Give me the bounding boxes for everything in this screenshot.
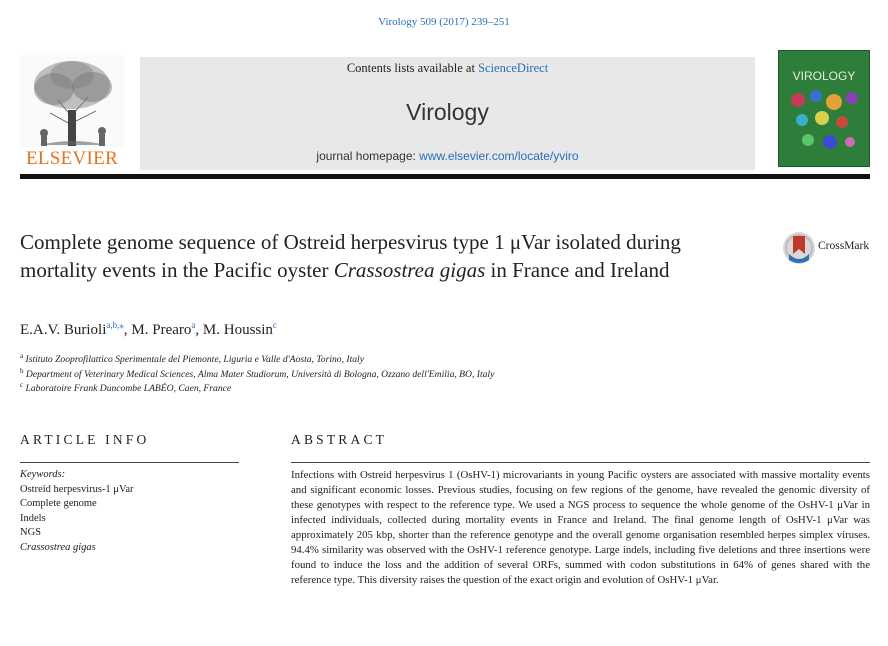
homepage-link[interactable]: www.elsevier.com/locate/yviro xyxy=(419,149,579,163)
keyword-item[interactable]: Ostreid herpesvirus-1 μVar xyxy=(20,483,134,495)
homepage-prefix: journal homepage: xyxy=(316,149,420,163)
author-name[interactable]: M. Prearo xyxy=(131,322,192,338)
author-affiliation-marker[interactable]: a,b, xyxy=(106,320,120,330)
article-info-heading: ARTICLE INFO xyxy=(20,432,150,447)
article-info-divider xyxy=(20,462,239,463)
author-name[interactable]: E.A.V. Burioli xyxy=(20,322,107,338)
affiliation-item xyxy=(20,382,494,397)
author-list xyxy=(20,322,277,339)
journal-name: Virology xyxy=(406,99,489,125)
keywords-block xyxy=(20,468,134,555)
affiliation-list xyxy=(20,353,494,397)
contents-prefix: Contents lists available at xyxy=(346,61,479,75)
keyword-item[interactable]: Complete genome xyxy=(20,498,97,509)
author-separator: , xyxy=(123,322,132,338)
journal-citation[interactable] xyxy=(0,16,888,28)
author-affiliation-marker[interactable]: c xyxy=(272,320,277,330)
keyword-item[interactable]: Crassostrea gigas xyxy=(20,541,96,553)
journal-masthead xyxy=(140,57,755,170)
author-affiliation-marker[interactable]: a xyxy=(191,320,196,330)
affiliation-text: Department of Veterinary Medical Sciences, Alma Mater Studiorum, Università di Bologna, Ozzano dell'Emilia, BO, Italy xyxy=(25,368,495,380)
abstract-text: Infections with Ostreid herpesvirus 1 (OsHV-1) microvariants in young Pacific oysters are associated with massive mortality events and significant economic losses. Previous studies, focusing on few regions of the genome, have revealed the genomic diversity of these genotypes with respect to the reference type. We used a NGS process to sequence the whole genome of the OsHV-1 μVar in infected individuals, collected during mortality events in France and Ireland. The final genome length of OsHV-1 μVar was approximately 205 kbp, shorter than the reference genotype and the overall genome organisation resembled herpes simplex viruses. 94.4% similarity was observed with the OsHV-1 reference genotype. Large indels, including five deletions and three insertions were found to induce the loss and the addition of several ORFs, summed with codon substitutions in 64% of genes shared with the reference type. This diversity raises the question of the exact origin and evolution of OsHV-1 μVar. xyxy=(291,469,870,586)
affiliation-marker: c xyxy=(20,380,24,389)
keyword-item[interactable]: NGS xyxy=(20,527,42,538)
journal-cover-image[interactable] xyxy=(778,50,870,167)
title-part-2: in France and Ireland xyxy=(485,258,670,282)
author-separator: , xyxy=(195,322,203,338)
abstract-divider xyxy=(291,462,870,463)
cover-title: VIROLOGY xyxy=(792,69,856,83)
corresponding-author-marker[interactable]: ⁎ xyxy=(119,320,124,330)
affiliation-text: Istituto Zooprofilattico Sperimentale del Piemonte, Liguria e Valle d'Aosta, Torino, Italy xyxy=(25,354,364,365)
affiliation-text: Laboratoire Frank Duncombe LABÉO, Caen, France xyxy=(25,383,232,394)
keywords-label: Keywords: xyxy=(20,469,66,480)
abstract-heading: ABSTRACT xyxy=(291,432,388,447)
author-name[interactable]: M. Houssin xyxy=(202,322,273,338)
title-species: Crassostrea gigas xyxy=(333,258,486,282)
affiliation-item xyxy=(20,353,494,368)
contents-line xyxy=(140,61,755,76)
homepage-line xyxy=(140,149,755,163)
affiliation-item xyxy=(20,368,494,383)
publisher-name: ELSEVIER xyxy=(25,148,119,169)
header-divider xyxy=(20,174,870,179)
affiliation-marker: a xyxy=(20,351,24,360)
keyword-item[interactable]: Indels xyxy=(20,512,46,524)
title-part-1: Complete genome sequence of Ostreid herpesvirus type 1 μVar isolated during mortality events in the Pacific oyster xyxy=(20,230,681,282)
citation-link[interactable]: Virology 509 (2017) 239–251 xyxy=(378,16,510,28)
affiliation-marker: b xyxy=(20,366,24,375)
crossmark-label[interactable]: CrossMark xyxy=(818,240,870,252)
sciencedirect-link[interactable]: ScienceDirect xyxy=(478,61,549,75)
article-title xyxy=(20,228,760,284)
